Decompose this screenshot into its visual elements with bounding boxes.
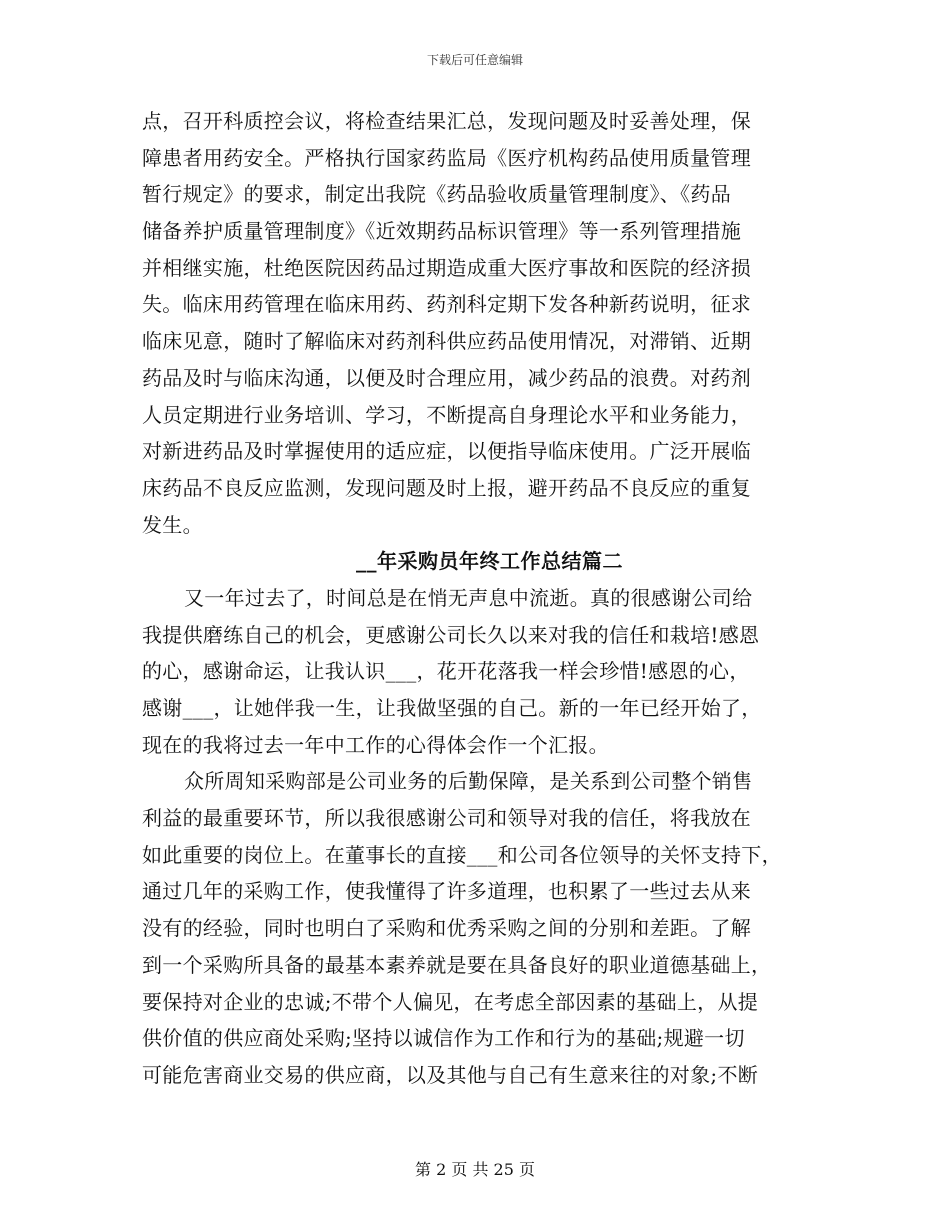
page-number-footer: 第 2 页 共 25 页 bbox=[415, 1160, 535, 1179]
document-body bbox=[142, 103, 814, 1094]
text-line: 发生。 bbox=[142, 512, 203, 537]
text-line: 人员定期进行业务培训、学习，不断提高自身理论水平和业务能力， bbox=[142, 402, 751, 427]
text-line: 感谢___，让她伴我一生，让我做坚强的自己。新的一年已经开始了， bbox=[142, 696, 762, 720]
paragraph-3 bbox=[142, 763, 814, 1093]
text-line: 现在的我将过去一年中工作的心得体会作一个汇报。 bbox=[142, 732, 609, 757]
text-line: 又一年过去了，时间总是在悄无声息中流逝。真的很感谢公司给 bbox=[184, 585, 753, 610]
section-title: __年采购员年终工作总结篇二 bbox=[356, 549, 623, 574]
text-line: 可能危害商业交易的供应商，以及其他与自己有生意来往的对象;不断 bbox=[142, 1062, 759, 1087]
text-line: 的心，感谢命运，让我认识___，花开花落我一样会珍惜!感恩的心， bbox=[142, 659, 750, 684]
text-line: 失。临床用药管理在临床用药、药剂科定期下发各种新药说明，征求 bbox=[142, 292, 751, 317]
text-line: 通过几年的采购工作，使我懂得了许多道理，也积累了一些过去从来 bbox=[142, 879, 751, 904]
text-line: 要保持对企业的忠诚;不带个人偏见，在考虑全部因素的基础上，从提 bbox=[142, 989, 759, 1014]
text-line: 供价值的供应商处采购;坚持以诚信作为工作和行为的基础;规避一切 bbox=[142, 1026, 745, 1051]
text-line: 利益的最重要环节，所以我很感谢公司和领导对我的信任，将我放在 bbox=[142, 806, 751, 831]
text-line: 药品及时与临床沟通，以便及时合理应用，减少药品的浪费。对药剂 bbox=[142, 365, 751, 390]
text-line: 到一个采购所具备的最基本素养就是要在具备良好的职业道德基础上， bbox=[142, 952, 772, 977]
text-line: 众所周知采购部是公司业务的后勤保障，是关系到公司整个销售 bbox=[184, 769, 753, 794]
text-line: 并相继实施，杜绝医院因药品过期造成重大医疗事故和医院的经济损 bbox=[142, 255, 751, 280]
text-line: 没有的经验，同时也明白了采购和优秀采购之间的分别和差距。了解 bbox=[142, 916, 751, 941]
text-line: 我提供磨练自己的机会，更感谢公司长久以来对我的信任和栽培!感恩 bbox=[142, 622, 760, 647]
text-line: 储备养护质量管理制度》《近效期药品标识管理》等一系列管理措施 bbox=[142, 219, 741, 244]
text-line: 如此重要的岗位上。在董事长的直接___和公司各位领导的关怀支持下， bbox=[142, 842, 782, 867]
text-line: 临床见意，随时了解临床对药剂科供应药品使用情况，对滞销、近期 bbox=[142, 329, 751, 354]
text-line: 障患者用药安全。严格执行国家药监局《医疗机构药品使用质量管理 bbox=[142, 145, 751, 170]
page-header: 下载后可任意编辑 bbox=[426, 53, 523, 67]
text-line: 对新进药品及时掌握使用的适应症，以便指导临床使用。广泛开展临 bbox=[142, 439, 751, 464]
text-line: 暂行规定》的要求，制定出我院《药品验收质量管理制度》、《药品 bbox=[142, 182, 731, 207]
text-line: 床药品不良反应监测，发现问题及时上报，避开药品不良反应的重复 bbox=[142, 475, 751, 500]
paragraph-2 bbox=[142, 580, 814, 763]
paragraph-continued bbox=[142, 103, 814, 543]
text-line: 点，召开科质控会议，将检查结果汇总，发现问题及时妥善处理，保 bbox=[142, 109, 751, 133]
